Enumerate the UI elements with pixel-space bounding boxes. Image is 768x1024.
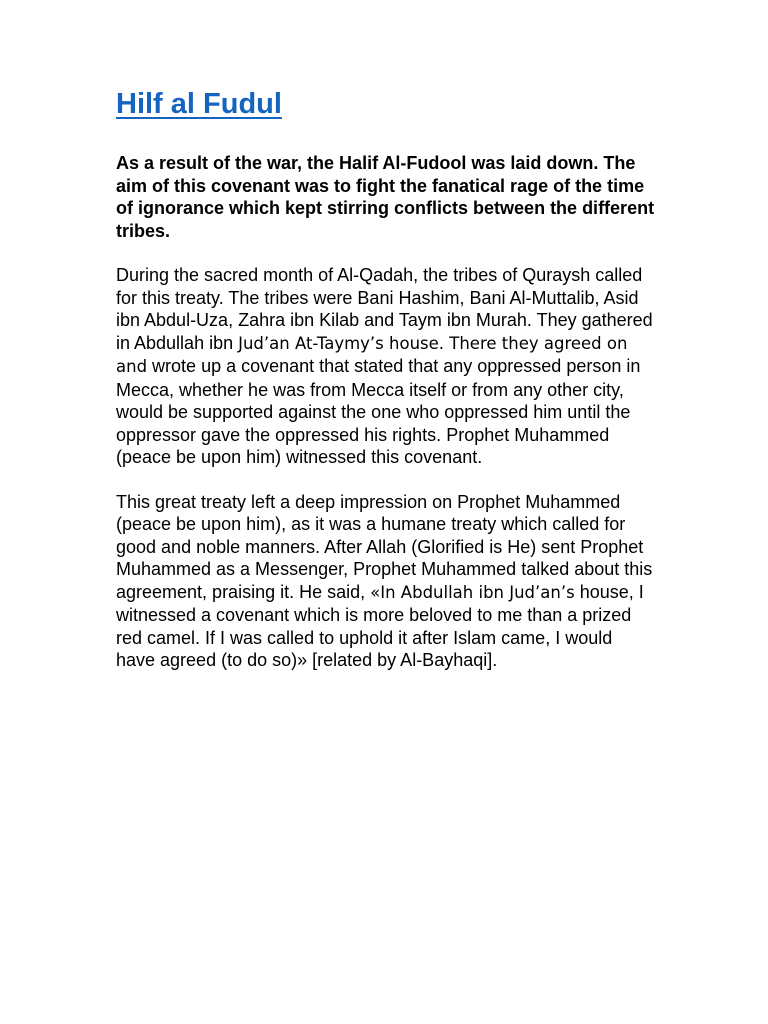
paragraph-impression-text-2: «In Abdullah ibn Jud’an’s	[370, 582, 575, 602]
paragraph-treaty-text-1: During the sacred month of Al-Qadah, the tribes of Quraysh called for this treaty. The tribes were Bani Hashim, Bani Al-Muttalib, Asid ibn Abdul-Uza, Zahra ibn Kilab and Taym ibn Murah. They gathered in Abdullah ibn	[116, 265, 653, 353]
document-page	[116, 84, 656, 694]
paragraph-treaty	[116, 264, 656, 469]
paragraph-treaty-text-3: wrote up a covenant that stated that any oppressed person in Mecca, whether he was from Mecca itself or from any other city, would be supported against the one who oppressed him until the oppressor gave the oppressed his rights. Prophet Muhammed (peace be upon him) witnessed this covenant.	[116, 356, 641, 467]
paragraph-impression-text-1: This great treaty left a deep impression on Prophet Muhammed (peace be upon him), as it was a humane treaty which called for good and noble manners. After Allah (Glorified is He) sent Prophet Muhammed as a Messenger, Prophet Muhammed talked about this agreement, praising it. He said,	[116, 491, 653, 602]
paragraph-impression-text-3: house, I witnessed a covenant which is more beloved to me than a prized red camel. If I was called to uphold it after Islam came, I would have agreed (to do so)» [related by Al-Bayhaqi].	[116, 581, 644, 670]
paragraph-treaty-text-2: Jud’an At-Taymy’s house. There they agreed on and	[116, 333, 628, 376]
paragraph-impression	[116, 491, 656, 672]
page-title-link[interactable]: Hilf al Fudul	[116, 88, 282, 120]
intro-paragraph: As a result of the war, the Halif Al-Fudool was laid down. The aim of this covenant was to fight the fanatical rage of the time of ignorance which kept stirring conflicts between the different tribes.	[116, 153, 655, 241]
